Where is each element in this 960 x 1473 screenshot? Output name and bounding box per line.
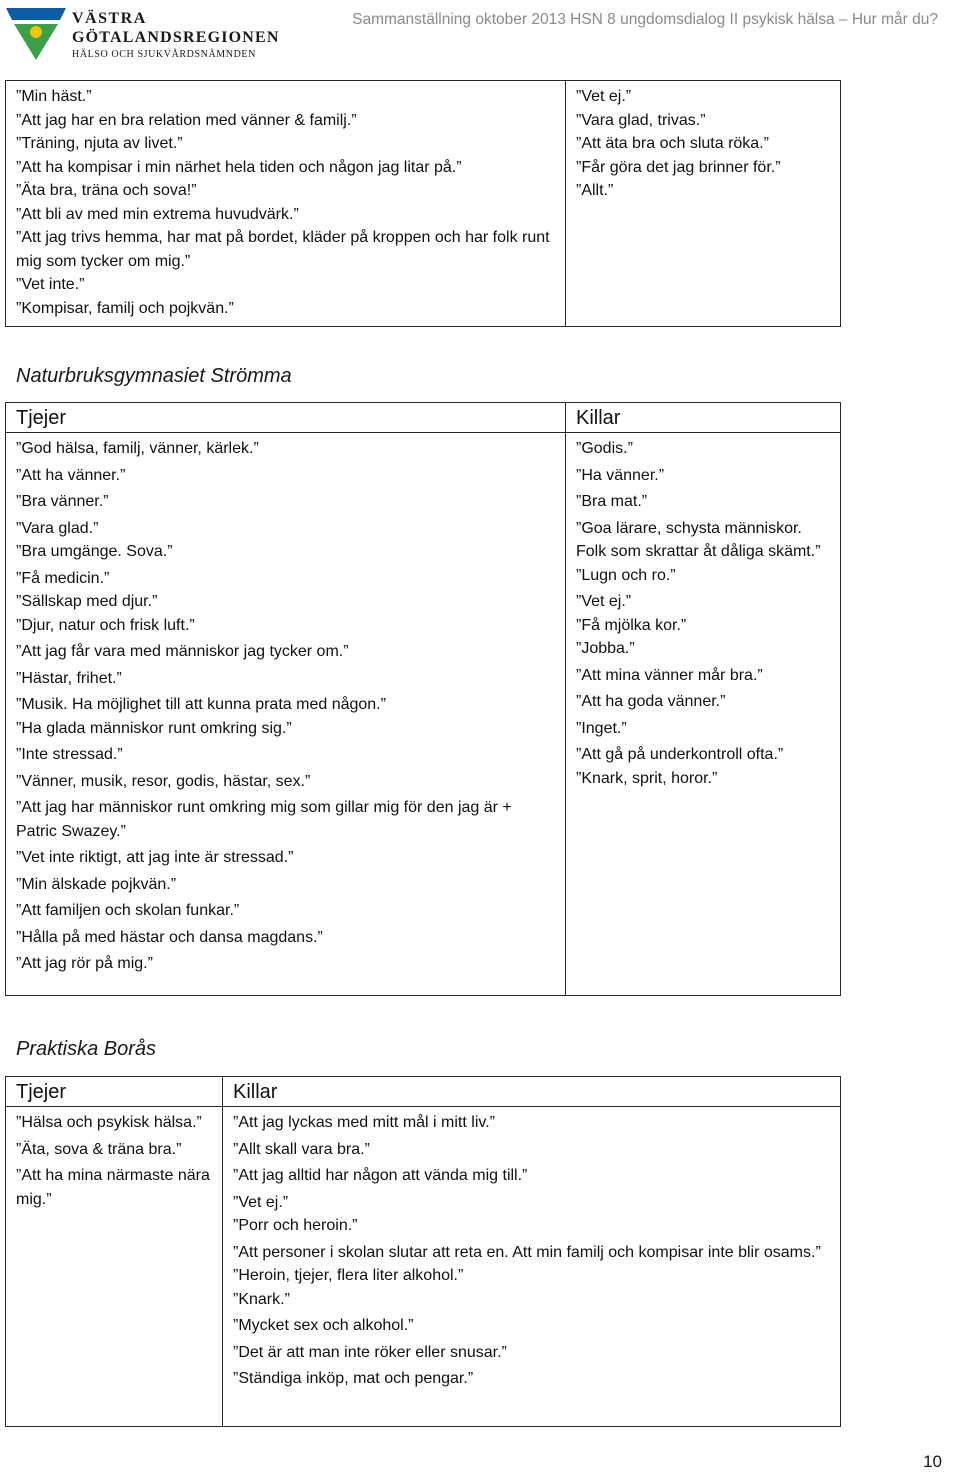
list-item: ”Hästar, frihet.” — [16, 669, 122, 687]
list-item: ”Ständiga inköp, mat och pengar.” — [233, 1370, 474, 1387]
list-item: ”Att jag rör på mig.” — [16, 955, 153, 972]
table-row — [6, 433, 841, 996]
list-item: ”Djur, natur och frisk luft.” — [16, 616, 195, 634]
list-item: ”Vänner, musik, resor, godis, hästar, sex.” — [16, 772, 311, 790]
list-item: ”Inget.” — [576, 719, 627, 737]
list-item: ”Bra umgänge. Sova.” — [16, 543, 173, 560]
list-item: ”Träning, njuta av livet.” — [16, 135, 183, 152]
list-item: ”Att jag får vara med människor jag tycker om.” — [16, 643, 349, 660]
list-item: ”Att personer i skolan slutar att reta en. Att min familj och kompisar inte blir osams.” — [233, 1243, 821, 1261]
column-header-tjejer: Tjejer — [6, 403, 566, 433]
list-item: ”Heroin, tjejer, flera liter alkohol.” — [233, 1267, 464, 1284]
list-item: ”Vara glad.” — [16, 519, 99, 537]
list-item: ”Vet ej.” — [576, 593, 632, 610]
list-item: ”Att mina vänner mår bra.” — [576, 666, 763, 684]
list-item: ”Äta, sova & träna bra.” — [16, 1140, 182, 1158]
list-item: ”Knark.” — [233, 1290, 290, 1308]
tjejer-cell — [6, 433, 566, 996]
document-header-title: Sammanställning oktober 2013 HSN 8 ungdomsdialog II psykisk hälsa – Hur mår du? — [352, 11, 938, 28]
list-item: ”Att familjen och skolan funkar.” — [16, 902, 240, 919]
list-item: ”Ha glada människor runt omkring sig.” — [16, 719, 292, 737]
list-item: ”Få medicin.” — [16, 569, 110, 587]
list-item: ”Ha vänner.” — [576, 466, 665, 484]
list-item: ”Får göra det jag brinner för.” — [576, 158, 781, 176]
list-item: ”Att gå på underkontroll ofta.” — [576, 746, 784, 763]
continued-right-cell — [566, 81, 841, 327]
list-item: ”Musik. Ha möjlighet till att kunna prata med någon.” — [16, 696, 386, 713]
continued-left-cell — [6, 81, 566, 327]
list-item: ”Få mjölka kor.” — [576, 616, 687, 634]
logo-line-3: HÄLSO OCH SJUKVÅRDSNÄMNDEN — [72, 49, 256, 60]
list-item: ”Vara glad, trivas.” — [576, 111, 706, 129]
list-item: ”Lugn och ro.” — [576, 566, 676, 584]
list-item: ”Att ha mina närmaste nära mig.” — [16, 1167, 210, 1208]
list-item: ”Att jag trivs hemma, har mat på bordet, kläder på kroppen och har folk runt mig som tycker om mig.” — [16, 229, 550, 270]
list-item: ”Att bli av med min extrema huvudvärk.” — [16, 205, 299, 223]
list-item: ”Godis.” — [576, 440, 633, 457]
list-item: ”Hålla på med hästar och dansa magdans.” — [16, 928, 323, 946]
list-item: ”Min häst.” — [16, 88, 92, 105]
list-item: ”God hälsa, familj, vänner, kärlek.” — [16, 440, 259, 457]
list-item: ”Goa lärare, schysta människor. Folk som skrattar åt dåliga skämt.” — [576, 519, 821, 560]
section-title: Naturbruksgymnasiet Strömma — [16, 365, 292, 387]
list-item: ”Att jag har en bra relation med vänner & familj.” — [16, 111, 357, 129]
list-item: ”Vet inte.” — [16, 276, 85, 293]
section-title: Praktiska Borås — [16, 1038, 157, 1060]
praktiska-borås-table — [5, 1076, 841, 1427]
list-item: ”Att jag har människor runt omkring mig som gillar mig för den jag är + Patric Swazey.” — [16, 799, 512, 840]
list-item: ”Jobba.” — [576, 640, 635, 657]
page-number: 10 — [923, 1452, 942, 1471]
list-item: ”Vet ej.” — [233, 1193, 289, 1211]
list-item: ”Min älskade pojkvän.” — [16, 875, 177, 893]
list-item: ”Att jag alltid har någon att vända mig till.” — [233, 1167, 528, 1184]
killar-cell — [223, 1107, 841, 1427]
list-item: ”Att ha goda vänner.” — [576, 693, 726, 710]
list-item: ”Allt.” — [576, 182, 614, 199]
logo-line-2: GÖTALANDSREGIONEN — [72, 29, 280, 46]
list-item: ”Äta bra, träna och sova!” — [16, 182, 197, 199]
list-item: ”Vet inte riktigt, att jag inte är stressad.” — [16, 849, 294, 866]
list-item: ”Att jag lyckas med mitt mål i mitt liv.” — [233, 1114, 495, 1131]
table-header-row — [6, 1077, 841, 1107]
continued-table — [5, 80, 841, 327]
table-header-row — [6, 403, 841, 433]
list-item: ”Knark, sprit, horor.” — [576, 769, 718, 787]
list-item: ”Inte stressad.” — [16, 746, 123, 763]
tjejer-cell — [6, 1107, 223, 1427]
list-item: ”Allt skall vara bra.” — [233, 1140, 370, 1158]
column-header-killar: Killar — [223, 1077, 841, 1107]
list-item: ”Att äta bra och sluta röka.” — [576, 135, 769, 152]
list-item: ”Kompisar, familj och pojkvän.” — [16, 299, 234, 317]
table-row — [6, 1107, 841, 1427]
vgr-logo — [4, 2, 284, 64]
list-item: ”Sällskap med djur.” — [16, 593, 158, 610]
list-item: ”Bra vänner.” — [16, 493, 109, 510]
list-item: ”Att ha kompisar i min närhet hela tiden och någon jag litar på.” — [16, 158, 462, 176]
list-item: ”Vet ej.” — [576, 88, 632, 105]
strömma-table — [5, 402, 841, 996]
column-header-tjejer: Tjejer — [6, 1077, 223, 1107]
list-item: ”Bra mat.” — [576, 493, 648, 510]
table-row — [6, 81, 841, 327]
list-item: ”Porr och heroin.” — [233, 1217, 358, 1234]
column-header-killar: Killar — [566, 403, 841, 433]
list-item: ”Mycket sex och alkohol.” — [233, 1317, 414, 1334]
list-item: ”Det är att man inte röker eller snusar.” — [233, 1343, 507, 1361]
killar-cell — [566, 433, 841, 996]
vgr-logo-mark-icon — [4, 2, 70, 64]
list-item: ”Hälsa och psykisk hälsa.” — [16, 1114, 202, 1131]
logo-line-1: VÄSTRA — [72, 10, 147, 27]
list-item: ”Att ha vänner.” — [16, 466, 126, 484]
